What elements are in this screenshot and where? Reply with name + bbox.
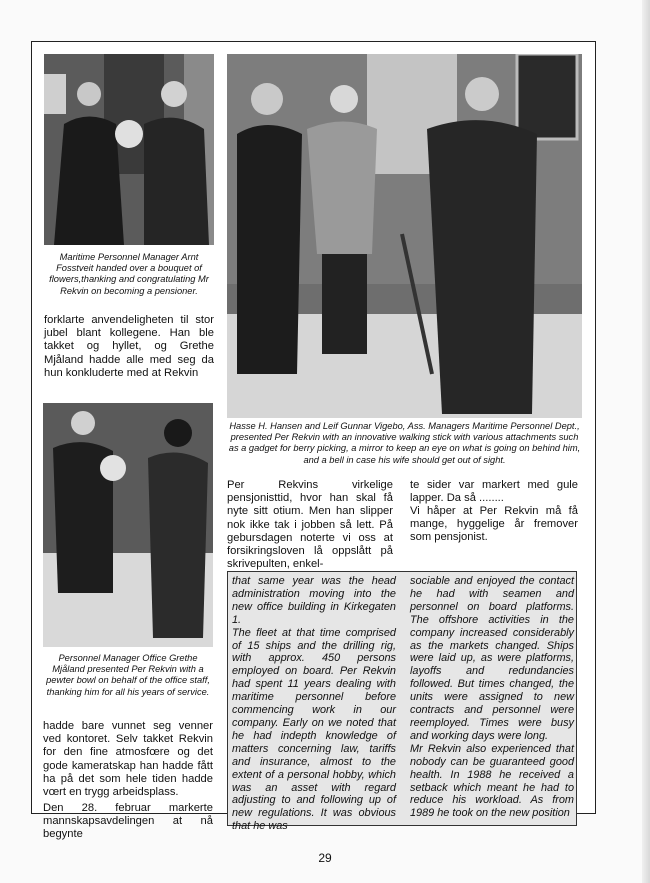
body-text-left-top: forklarte anvendeligheten til stor jubel blant kollegene. Han ble takket og hyllet, og Grethe Mjåland hadde alle med seg da hun konkluderte med at Rekvin bbox=[44, 314, 214, 379]
body-text-left-last: Den 28. februar markerte mannskapsavdelingen at nå begynte bbox=[43, 802, 213, 841]
english-text-right: sociable and enjoyed the contact he had with seamen and personnel on board platforms. The offshore activities in the company increased considerably as the markets changed. Ships were laid up, as were platforms, layoffs and redundancies followed. But times changed, the units were assigned to new contracts and personnel were reemployed. Times were busy and working days were long. Mr Rekvin also experienced that nobody can be guaranteed good health. In 1988 he received a setback which meant he had to reduce his workload. As from 1989 he took on the new position bbox=[410, 575, 574, 820]
body-text-left-bottom: hadde bare vunnet seg venner ved kontoret. Selv takket Rekvin for den fine atmosfœre og det gode kameratskap han hadde fått ha på det som hele tiden hadde vœrt en trygg arbeidsplass. bbox=[43, 720, 213, 799]
body-text-right-2: Vi håper at Per Rekvin må få mange, hyggelige år fremover som pensjonist. bbox=[410, 505, 578, 544]
photo-pewter-bowl bbox=[43, 403, 213, 647]
photo-handshake-bouquet bbox=[44, 54, 214, 245]
caption-photo-1: Maritime Personnel Manager Arnt Fosstveit handed over a bouquet of flowers,thanking and congratulating Mr Rekvin on becoming a pensioner. bbox=[49, 252, 209, 296]
english-text-left: that same year was the head administration moving into the new office building in Kirkegaten 1. The fleet at that time comprised of 15 ships and the drilling rig, with approx. 450 persons employed on board. Per Rekvin had spent 11 years dealing with maritime personnel before commencing work in our company. Early on we noted that he had indepth knowledge of matters concerning law, tariffs and insurance, almost to the extent of a personal hobby, which was an asset with regard adjusting to and following up of new regulations. It was obvious that he was bbox=[232, 575, 396, 833]
page-number: 29 bbox=[318, 851, 332, 865]
page-spine-shadow bbox=[642, 0, 650, 883]
photo-walking-stick bbox=[227, 54, 582, 418]
body-text-middle: Per Rekvins virkelige pensjonisttid, hvor han skal få nyte sitt otium. Men han slipper nok ikke tak i jobben så lett. På gebursdagen noterte vi oss at forsikringsloven lå oppslått på skrivepulten, enkel- bbox=[227, 479, 393, 571]
body-text-right-1: te sider var markert med gule lapper. Da så ........ bbox=[410, 479, 578, 505]
caption-photo-3: Personnel Manager Office Grethe Mjåland presented Per Rekvin with a pewter bowl on behalf of the office staff, thanking him for all his years of service. bbox=[46, 653, 210, 697]
caption-photo-2: Hasse H. Hansen and Leif Gunnar Vigebo, Ass. Managers Maritime Personnel Dept., presented Per Rekvin with an innovative walking stick with various attachments such as a gadget for berry picking, a mirror to keep an eye on what is going on behind him, and a bell in case his wife should get out of sight. bbox=[228, 421, 581, 465]
